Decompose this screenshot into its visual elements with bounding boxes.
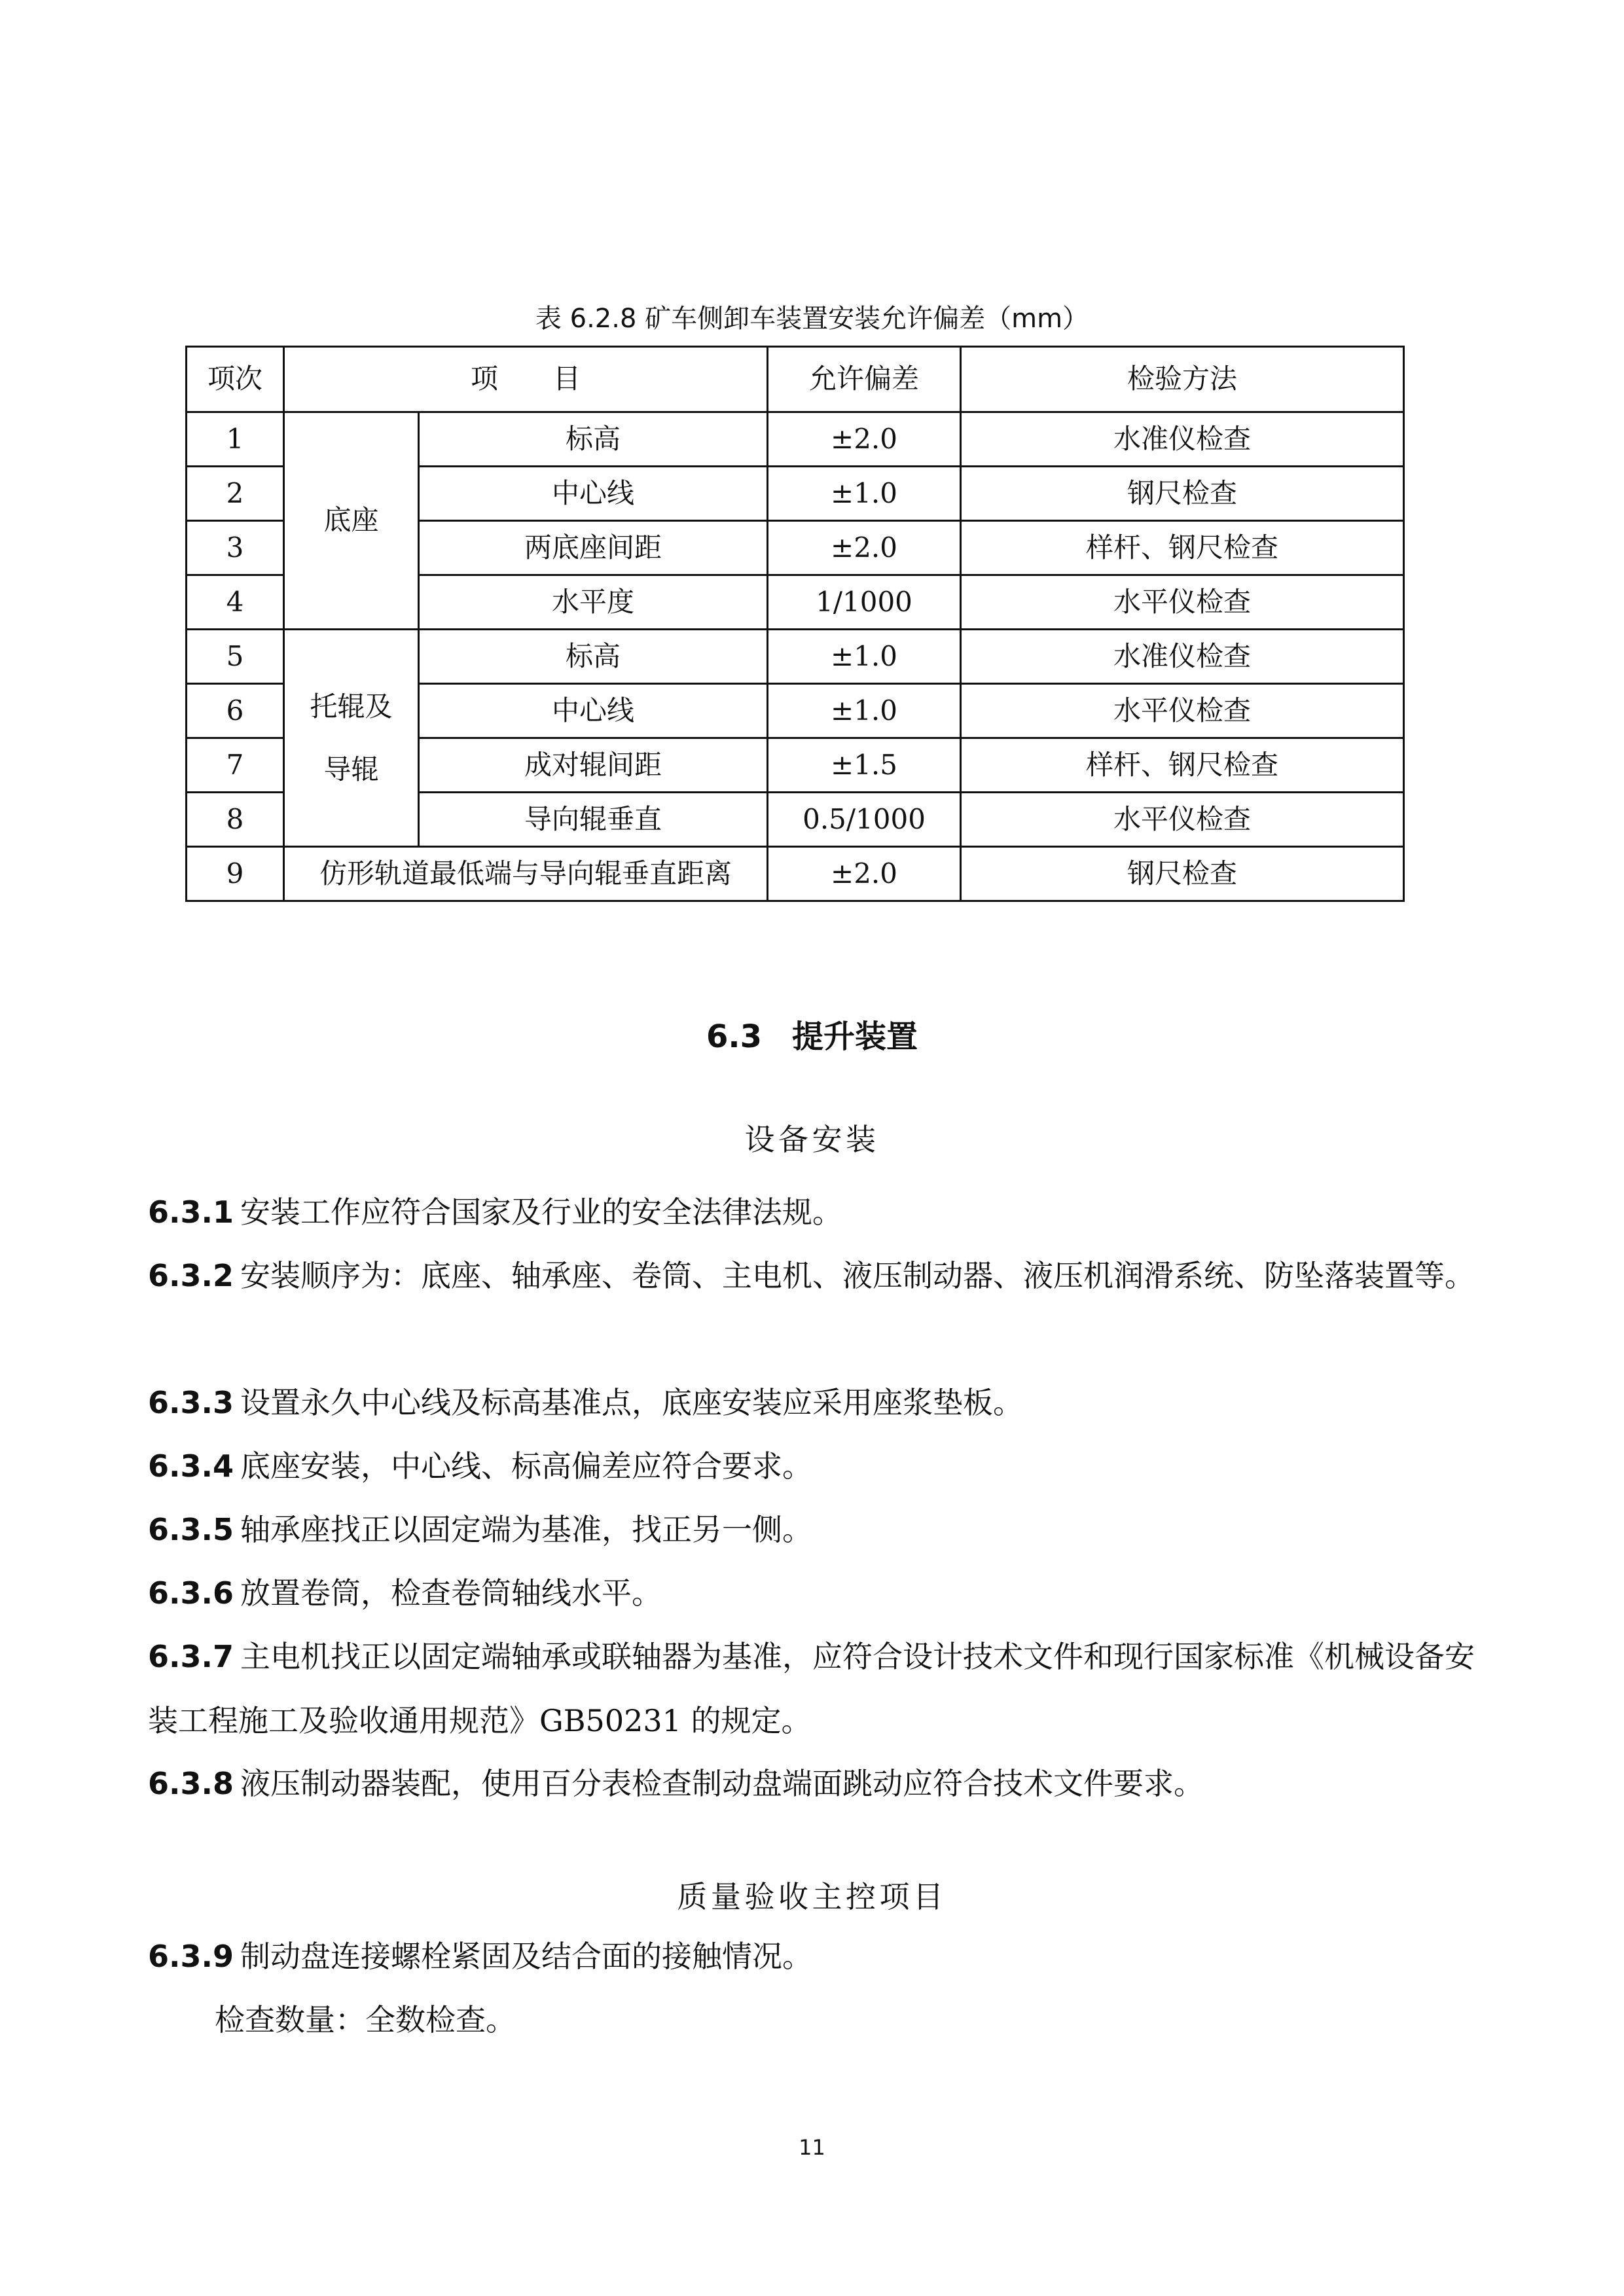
row-method: 样杆、钢尺检查 <box>961 521 1404 575</box>
row-tolerance: ±2.0 <box>768 412 961 467</box>
subsection-install: 设备安装 <box>744 1122 880 1157</box>
clause-text: 液压制动器装配，使用百分表检查制动盘端面跳动应符合技术文件要求。 <box>240 1766 1204 1801</box>
table-row <box>187 630 1404 684</box>
row-no: 5 <box>187 630 284 684</box>
clause <box>148 1434 1483 1498</box>
group-roller-line1: 托辊及 <box>310 690 393 723</box>
clause <box>148 1751 1483 1816</box>
row-item: 中心线 <box>419 467 768 521</box>
clause <box>148 1498 1483 1562</box>
row-item: 两底座间距 <box>419 521 768 575</box>
clause-number: 6.3.8 <box>148 1766 234 1801</box>
row-method: 水平仪检查 <box>961 684 1404 738</box>
clause-number: 6.3.3 <box>148 1385 234 1420</box>
row-method: 水平仪检查 <box>961 793 1404 847</box>
table-caption: 表 6.2.8 矿车侧卸车装置安装允许偏差（mm） <box>535 304 1089 334</box>
clause-text: 制动盘连接螺栓紧固及结合面的接触情况。 <box>240 1939 812 1974</box>
row-no: 7 <box>187 738 284 793</box>
row-no: 2 <box>187 467 284 521</box>
row-tolerance: 1/1000 <box>768 575 961 630</box>
row-tolerance: ±2.0 <box>768 847 961 901</box>
clause-text: 放置卷筒，检查卷筒轴线水平。 <box>240 1575 662 1611</box>
clause <box>148 1561 1483 1625</box>
row-item: 标高 <box>419 412 768 467</box>
row-no: 9 <box>187 847 284 901</box>
clause <box>148 1624 1483 1753</box>
clause-text: 轴承座找正以固定端为基准，找正另一侧。 <box>240 1512 812 1547</box>
clause-text: 安装工作应符合国家及行业的安全法律法规。 <box>240 1194 842 1230</box>
row-no: 1 <box>187 412 284 467</box>
clause-text: 安装顺序为：底座、轴承座、卷筒、主电机、液压制动器、液压机润滑系统、防坠落装置等。 <box>240 1258 1475 1293</box>
page-number: 11 <box>799 2135 825 2160</box>
row-no: 8 <box>187 793 284 847</box>
table-header-row <box>187 347 1404 412</box>
clause-number: 6.3.5 <box>148 1512 234 1547</box>
row-tolerance: 0.5/1000 <box>768 793 961 847</box>
inspection-quantity: 检查数量：全数检查。 <box>215 2002 516 2037</box>
tolerance-table <box>185 346 1405 902</box>
section-title <box>0 1011 1624 1056</box>
clause-text: 底座安装，中心线、标高偏差应符合要求。 <box>240 1448 812 1484</box>
row-item: 标高 <box>419 630 768 684</box>
header-method: 检验方法 <box>961 347 1404 412</box>
row-method: 钢尺检查 <box>961 467 1404 521</box>
clause-text: 主电机找正以固定端轴承或联轴器为基准，应符合设计技术文件和现行国家标准《机械设备安装工程施工及验收通用规范》GB50231 的规定。 <box>148 1639 1475 1738</box>
clause <box>148 1180 1483 1244</box>
row-item: 成对辊间距 <box>419 738 768 793</box>
row-tolerance: ±1.0 <box>768 630 961 684</box>
row-item: 中心线 <box>419 684 768 738</box>
row-tolerance: ±1.0 <box>768 467 961 521</box>
row-no: 6 <box>187 684 284 738</box>
section-heading: 提升装置 <box>792 1018 918 1055</box>
clause-number: 6.3.6 <box>148 1575 234 1611</box>
row-item: 水平度 <box>419 575 768 630</box>
row-item: 导向辊垂直 <box>419 793 768 847</box>
clause <box>148 1244 1483 1308</box>
subsection-acceptance: 质量验收主控项目 <box>677 1879 947 1914</box>
header-no: 项次 <box>187 347 284 412</box>
row-tolerance: ±1.0 <box>768 684 961 738</box>
row-method: 水准仪检查 <box>961 412 1404 467</box>
group-base: 底座 <box>284 412 419 630</box>
clause-number: 6.3.7 <box>148 1639 234 1674</box>
row-method: 水准仪检查 <box>961 630 1404 684</box>
group-roller <box>284 630 419 847</box>
group-roller-line2: 导辊 <box>323 753 379 785</box>
clause <box>148 1924 1483 1988</box>
header-tolerance: 允许偏差 <box>768 347 961 412</box>
clause-number: 6.3.4 <box>148 1448 234 1484</box>
row-method: 水平仪检查 <box>961 575 1404 630</box>
row-no: 3 <box>187 521 284 575</box>
clause <box>148 1371 1483 1435</box>
table-row <box>187 412 1404 467</box>
header-item: 项 目 <box>284 347 768 412</box>
row-no: 4 <box>187 575 284 630</box>
row-tolerance: ±2.0 <box>768 521 961 575</box>
row-method: 样杆、钢尺检查 <box>961 738 1404 793</box>
section-number: 6.3 <box>706 1018 762 1055</box>
clause-number: 6.3.1 <box>148 1194 234 1230</box>
clause-number: 6.3.9 <box>148 1939 234 1974</box>
row-item: 仿形轨道最低端与导向辊垂直距离 <box>284 847 768 901</box>
table-row <box>187 847 1404 901</box>
row-tolerance: ±1.5 <box>768 738 961 793</box>
clause-number: 6.3.2 <box>148 1258 234 1293</box>
clause-text: 设置永久中心线及标高基准点，底座安装应采用座浆垫板。 <box>240 1385 1023 1420</box>
row-method: 钢尺检查 <box>961 847 1404 901</box>
